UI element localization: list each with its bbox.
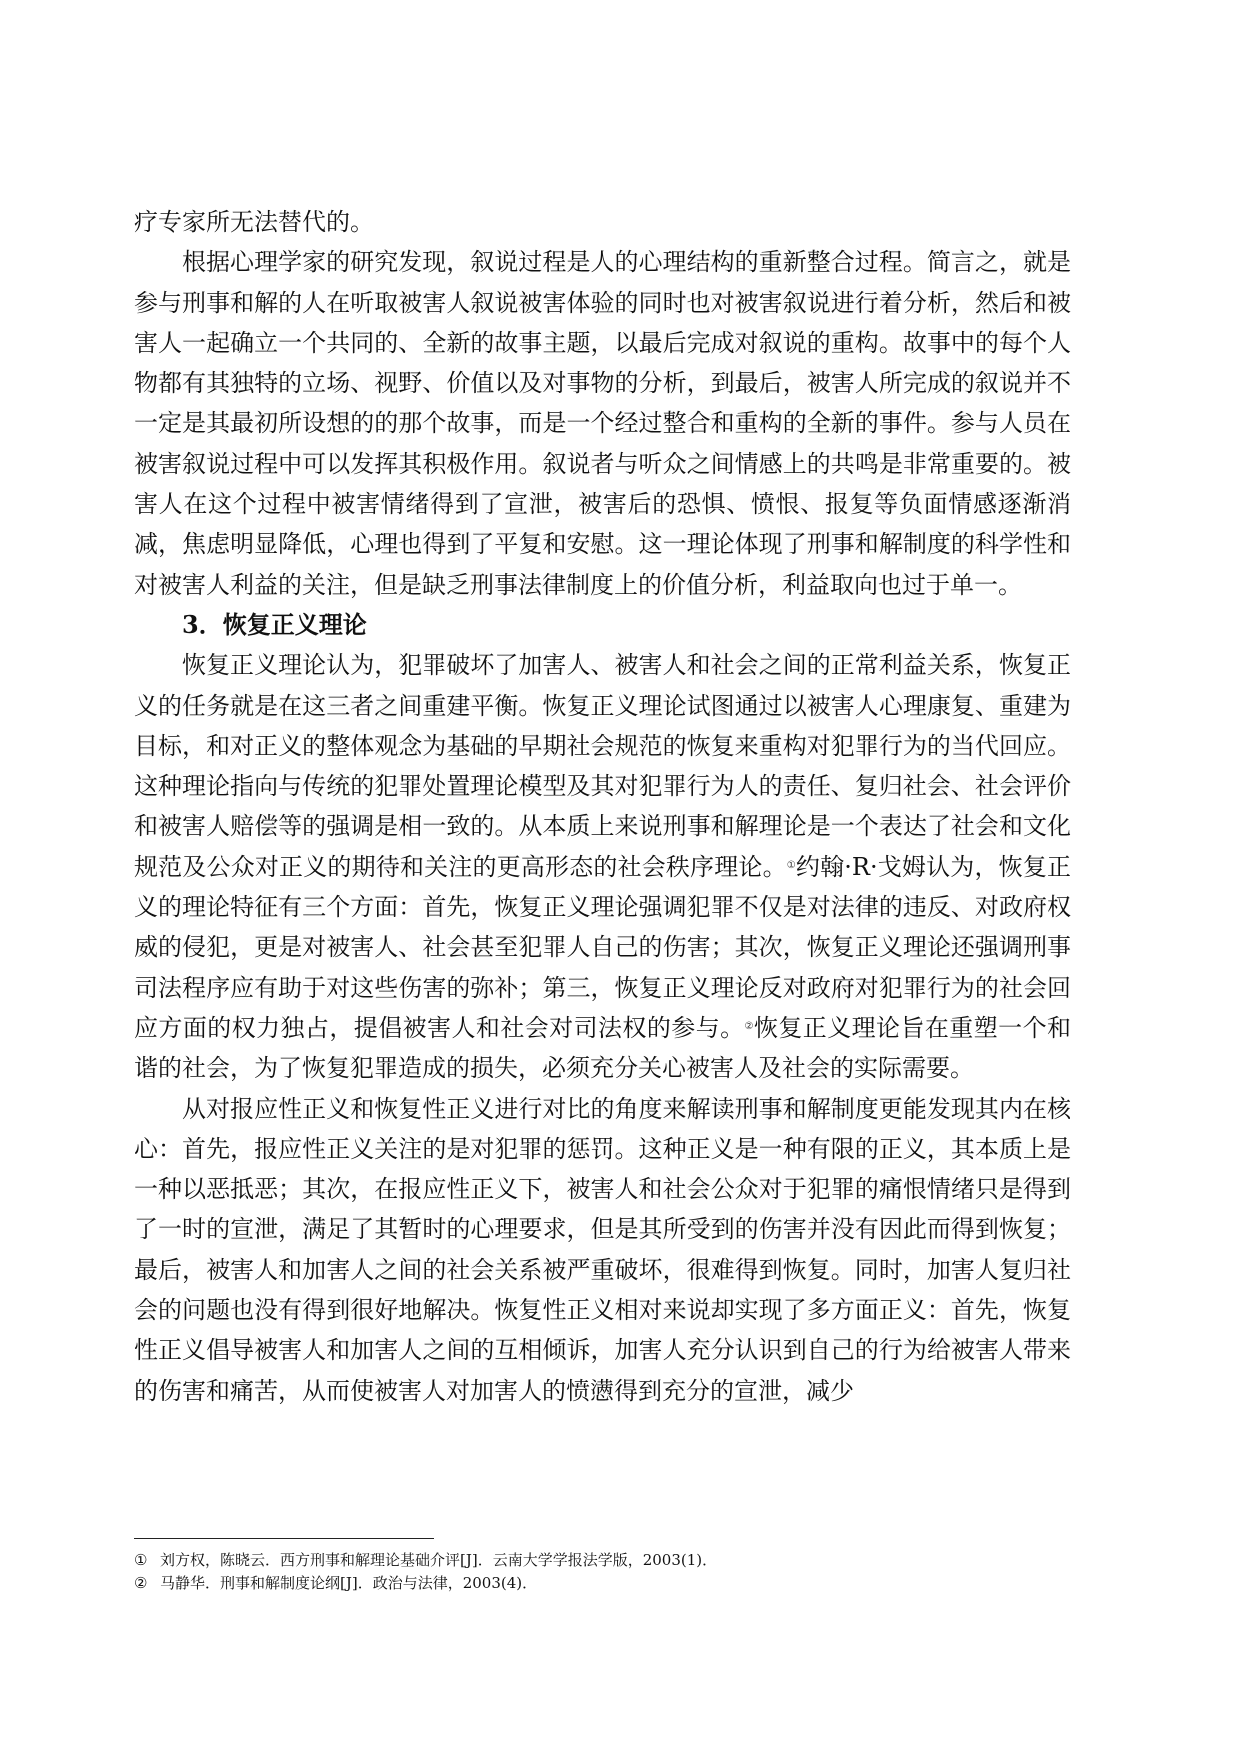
footnotes xyxy=(134,1549,1071,1595)
section-heading-restorative-justice: 3．恢复正义理论 xyxy=(182,609,367,639)
footnote-2 xyxy=(134,1572,1071,1595)
paragraph-restorative-justice-part3: 恢复正义理论旨在重塑一个和谐的社会，为了恢复犯罪造成的损失，必须充分关心被害人及社会的实际需要。 xyxy=(134,1013,1071,1083)
footnote-2-text: 马静华．刑事和解制度论纲[J]．政治与法律，2003(4)． xyxy=(160,1574,538,1592)
paragraph-continuation: 疗专家所无法替代的。 xyxy=(134,208,374,236)
body-text xyxy=(134,202,1071,1411)
paragraph-comparison: 从对报应性正义和恢复性正义进行对比的角度来解读刑事和解制度更能发现其内在核心：首先，报应性正义关注的是对犯罪的惩罚。这种正义是一种有限的正义，其本质上是一种以恶抵恶；其次，在报应性正义下，被害人和社会公众对于犯罪的痛恨情绪只是得到了一时的宣泄，满足了其暂时的心理要求，但是其所受到的伤害并没有因此而得到恢复；最后，被害人和加害人之间的社会关系被严重破坏，很难得到恢复。同时，加害人复归社会的问题也没有得到很好地解决。恢复性正义相对来说却实现了多方面正义：首先，恢复性正义倡导被害人和加害人之间的互相倾诉，加害人充分认识到自己的行为给被害人带来的伤害和痛苦，从而使被害人对加害人的愤懑得到充分的宣泄，减少 xyxy=(134,1094,1071,1405)
footnote-marker-2[interactable]: ② xyxy=(744,1020,754,1032)
paragraph-restorative-justice-part1: 恢复正义理论认为，犯罪破坏了加害人、被害人和社会之间的正常利益关系，恢复正义的任务就是在这三者之间重建平衡。恢复正义理论试图通过以被害人心理康复、重建为目标，和对正义的整体观念为基础的早期社会规范的恢复来重构对犯罪行为的当代回应。这种理论指向与传统的犯罪处置理论模型及其对犯罪行为人的责任、复归社会、社会评价和被害人赔偿等的强调是相一致的。从本质上来说刑事和解理论是一个表达了社会和文化规范及公众对正义的期待和关注的更高形态的社会秩序理论。 xyxy=(134,651,1071,881)
paragraph-restorative-justice-part2: 约翰·R·戈姆认为，恢复正义的理论特征有三个方面：首先，恢复正义理论强调犯罪不仅是对法律的违反、对政府权威的侵犯，更是对被害人、社会甚至犯罪人自己的伤害；其次，恢复正义理论还强调刑事司法程序应有助于对这些伤害的弥补；第三，恢复正义理论反对政府对犯罪行为的社会回应方面的权力独占，提倡被害人和社会对司法权的参与。 xyxy=(134,852,1072,1042)
footnote-1-number: ① xyxy=(134,1551,148,1569)
footnote-marker-1[interactable]: ① xyxy=(786,859,796,871)
footnote-1-text: 刘方权，陈晓云．西方刑事和解理论基础介评[J]．云南大学学报法学版，2003(1)． xyxy=(160,1551,718,1569)
footnote-1 xyxy=(134,1549,1071,1572)
footnote-2-number: ② xyxy=(134,1574,148,1592)
paragraph-restorative-justice xyxy=(134,645,1071,1088)
paragraph-narrative-theory: 根据心理学家的研究发现，叙说过程是人的心理结构的重新整合过程。简言之，就是参与刑事和解的人在听取被害人叙说被害体验的同时也对被害叙说进行着分析，然后和被害人一起确立一个共同的、全新的故事主题，以最后完成对叙说的重构。故事中的每个人物都有其独特的立场、视野、价值以及对事物的分析，到最后，被害人所完成的叙说并不一定是其最初所设想的的那个故事，而是一个经过整合和重构的全新的事件。参与人员在被害叙说过程中可以发挥其积极作用。叙说者与听众之间情感上的共鸣是非常重要的。被害人在这个过程中被害情绪得到了宣泄，被害后的恐惧、愤恨、报复等负面情感逐渐消减，焦虑明显降低，心理也得到了平复和安慰。这一理论体现了刑事和解制度的科学性和对被害人利益的关注，但是缺乏刑事法律制度上的价值分析，利益取向也过于单一。 xyxy=(134,248,1071,599)
footnote-separator xyxy=(134,1538,434,1539)
